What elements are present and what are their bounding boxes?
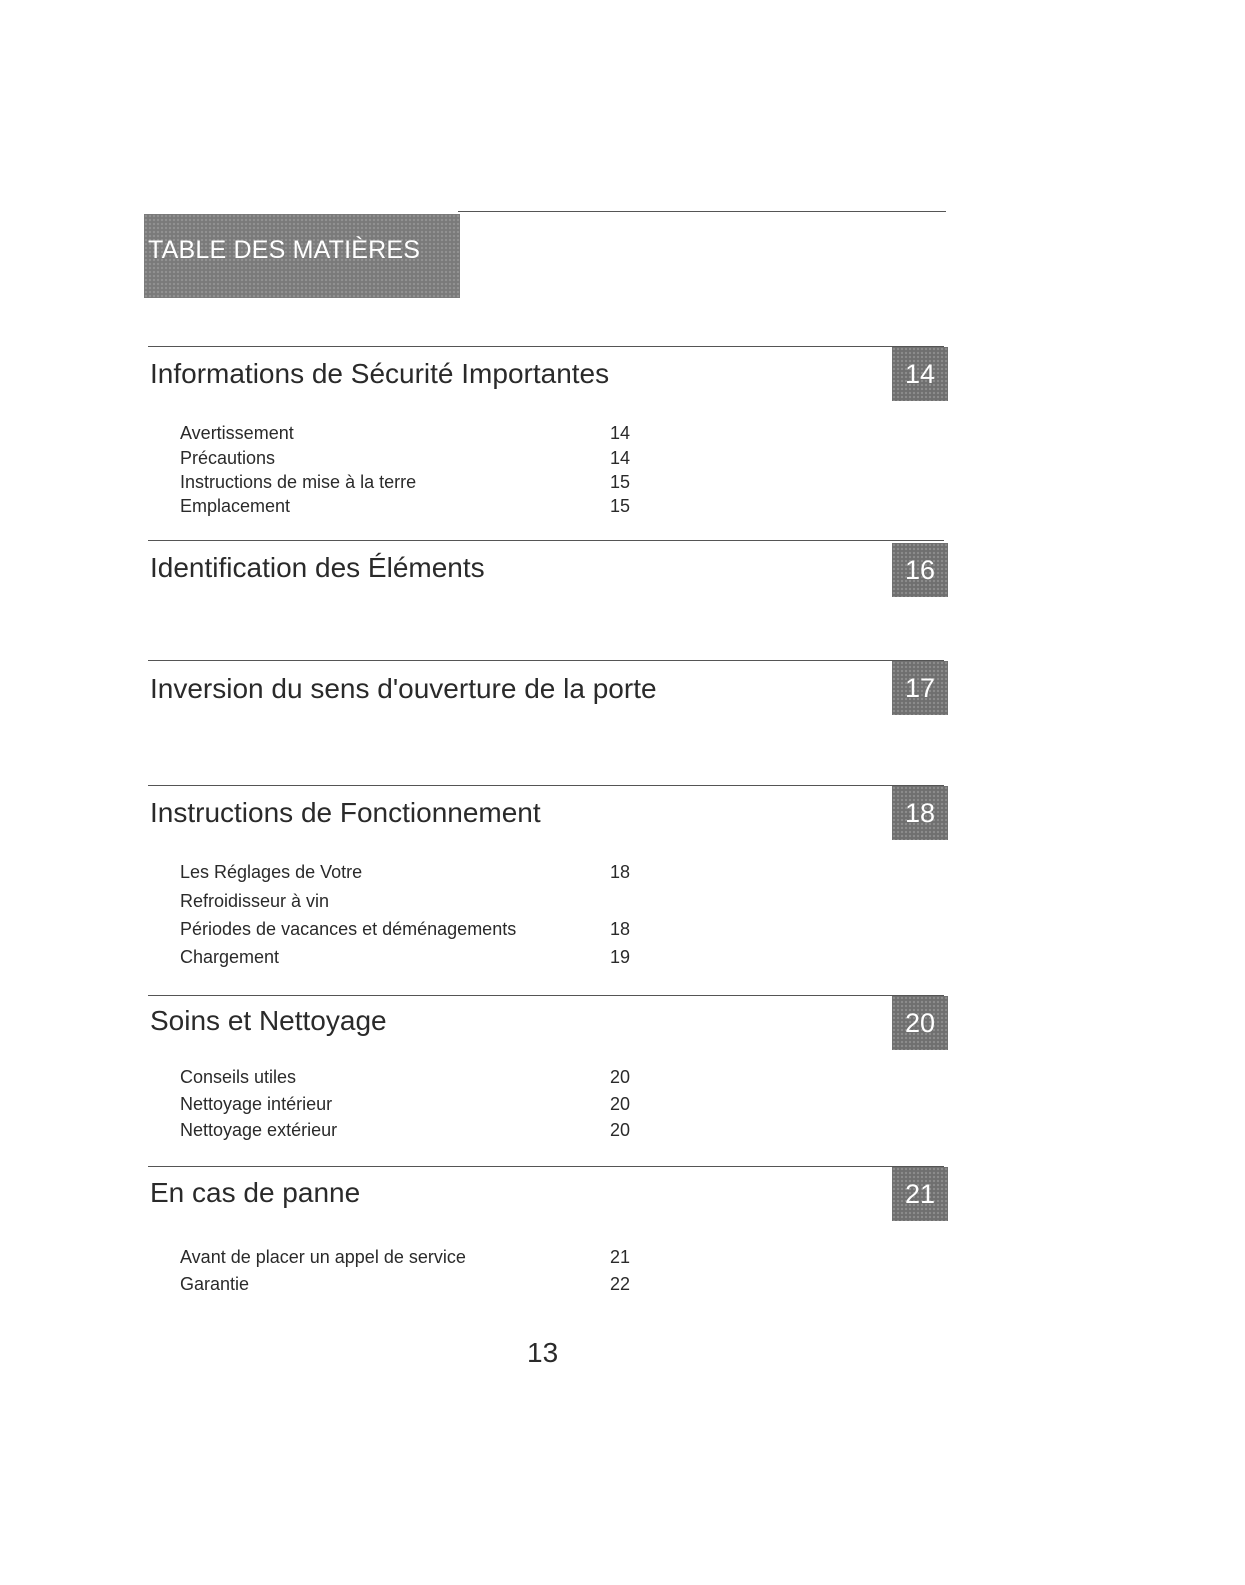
toc-item-label[interactable]: Avertissement <box>180 423 294 443</box>
section-rule <box>148 540 944 541</box>
toc-item-label[interactable]: Nettoyage extérieur <box>180 1120 338 1140</box>
toc-item-label[interactable]: Chargement <box>180 947 280 967</box>
section-title: Identification des Éléments <box>150 552 485 583</box>
toc-item-label[interactable]: Instructions de mise à la terre <box>180 472 417 492</box>
toc-item-page: 22 <box>610 1274 631 1294</box>
toc-title: TABLE DES MATIÈRES <box>148 236 421 264</box>
section-title: En cas de panne <box>150 1177 361 1208</box>
toc-item-label[interactable]: Précautions <box>180 448 276 468</box>
section-page-badge[interactable]: 16 <box>892 543 948 597</box>
header-rule <box>458 211 946 212</box>
toc-item-page: 18 <box>610 919 631 939</box>
page-number: 13 <box>527 1337 559 1368</box>
section-title: Soins et Nettoyage <box>150 1005 387 1036</box>
toc-item-page: 20 <box>610 1120 631 1140</box>
section-title: Informations de Sécurité Importantes <box>150 358 610 389</box>
section-page-badge[interactable]: 17 <box>892 661 948 715</box>
toc-item-label[interactable]: Emplacement <box>180 496 291 516</box>
toc-item-label[interactable]: Garantie <box>180 1274 250 1294</box>
toc-item-label[interactable]: Périodes de vacances et déménagements <box>180 919 517 939</box>
section-page-badge[interactable]: 20 <box>892 996 948 1050</box>
section-title: Inversion du sens d'ouverture de la porte <box>150 673 657 704</box>
toc-item-label[interactable]: Avant de placer un appel de service <box>180 1247 466 1267</box>
toc-item-label[interactable]: Nettoyage intérieur <box>180 1094 333 1114</box>
toc-item-label[interactable]: Conseils utiles <box>180 1067 297 1087</box>
toc-item-label[interactable]: Refroidisseur à vin <box>180 891 330 911</box>
toc-item-page: 19 <box>610 947 631 967</box>
toc-item-page: 20 <box>610 1067 631 1087</box>
section-rule <box>148 346 944 347</box>
section-rule <box>148 1166 944 1167</box>
section-title: Instructions de Fonctionnement <box>150 797 541 828</box>
toc-item-page: 18 <box>610 862 631 882</box>
toc-item-label[interactable]: Les Réglages de Votre <box>180 862 363 882</box>
toc-item-page: 15 <box>610 472 631 492</box>
section-rule <box>148 785 944 786</box>
toc-item-page: 20 <box>610 1094 631 1114</box>
section-page-badge[interactable]: 14 <box>892 347 948 401</box>
section-rule <box>148 660 944 661</box>
section-page-badge[interactable]: 21 <box>892 1167 948 1221</box>
toc-title-box <box>144 214 460 298</box>
toc-item-page: 15 <box>610 496 631 516</box>
toc-item-page: 14 <box>610 423 631 443</box>
toc-item-page: 14 <box>610 448 631 468</box>
toc-item-page: 21 <box>610 1247 631 1267</box>
section-page-badge[interactable]: 18 <box>892 786 948 840</box>
section-rule <box>148 995 944 996</box>
